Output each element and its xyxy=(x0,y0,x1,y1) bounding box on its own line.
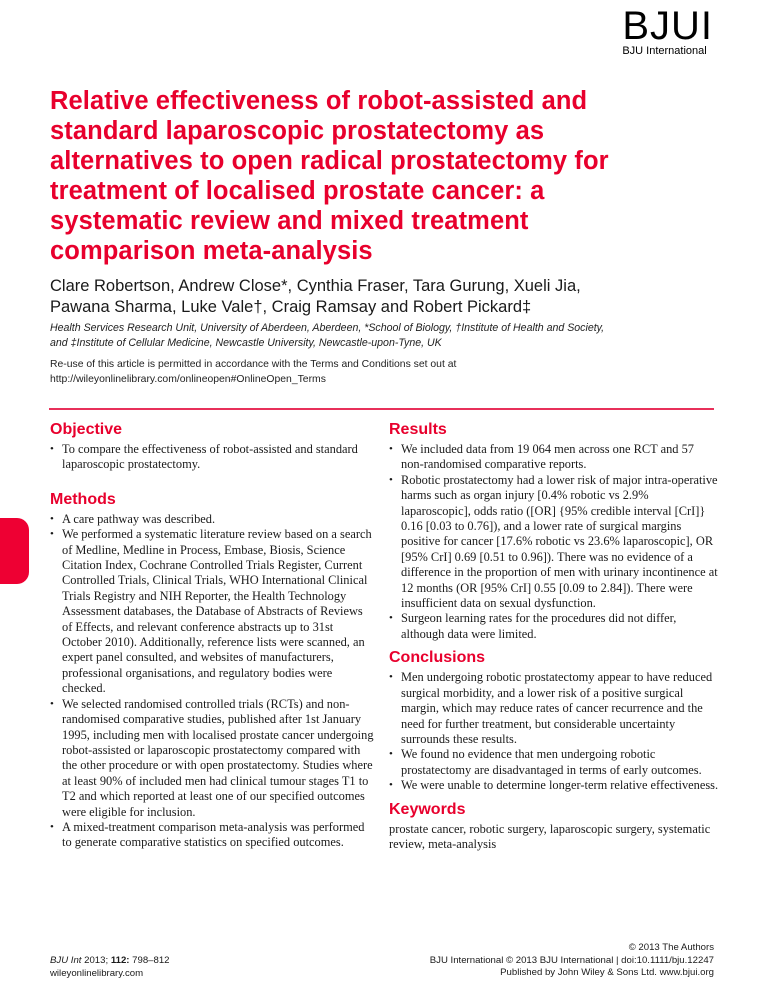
methods-bullet: • A mixed-treatment comparison meta-analysis was performed to generate comparative statistics on specified outcomes. xyxy=(50,820,375,851)
reuse-text: Re-use of this article is permitted in accordance with the Terms and Conditions set out at xyxy=(50,359,457,370)
conclusions-bullet: • Men undergoing robotic prostatectomy appear to have reduced surgical morbidity, and a lower risk of a positive surgical margin, which may reduce rates of cancer recurrence and the need for further treatment, but considerable uncertainty surrounds these results. xyxy=(389,670,719,747)
journal-abbreviation: BJU Int xyxy=(50,955,82,966)
objective-list xyxy=(50,442,375,473)
affiliations-line-2: and ‡Institute of Cellular Medicine, Newcastle University, Newcastle-upon-Tyne, UK xyxy=(50,337,442,349)
abstract-right-column xyxy=(389,420,719,852)
citation-line xyxy=(50,955,170,968)
citation-year: 2013; xyxy=(81,955,111,966)
abstract-left-column xyxy=(50,420,375,851)
methods-bullet: • A care pathway was described. xyxy=(50,512,375,527)
authors-line-2: Pawana Sharma, Luke Vale†, Craig Ramsay and Robert Pickard‡ xyxy=(50,298,532,316)
conclusions-heading: Conclusions xyxy=(389,649,486,667)
section-divider xyxy=(49,408,714,410)
citation-footer xyxy=(50,955,170,980)
keywords-text: prostate cancer, robotic surgery, laparoscopic surgery, systematic review, meta-analysis xyxy=(389,821,711,851)
methods-list xyxy=(50,512,375,851)
methods-heading: Methods xyxy=(50,490,116,508)
objective-bullet: • To compare the effectiveness of robot-assisted and standard laparoscopic prostatectomy. xyxy=(50,442,375,473)
copyright-authors: © 2013 The Authors xyxy=(628,942,714,953)
methods-bullet: • We selected randomised controlled trials (RCTs) and non-randomised comparative studies, published after 1st January 1995, including men with localised prostate cancer undergoing robot-assisted or laparoscopic prostatectomy compared with the other procedure or with open prostatectomy. Studies where at least 90% of included men had clinical tumour stages T1 to T2 and which reported at least one of our specified outcomes were eligible for inclusion. xyxy=(50,697,375,820)
reuse-notice xyxy=(50,357,740,387)
journal-logo xyxy=(622,4,713,58)
results-heading: Results xyxy=(389,421,447,438)
author-list xyxy=(50,276,730,318)
affiliations-line-1: Health Services Research Unit, University of Aberdeen, Aberdeen, *School of Biology, †Institute of Health and Society, xyxy=(50,322,605,334)
copyright-doi: BJU International © 2013 BJU International | doi:10.1111/bju.12247 xyxy=(429,954,714,966)
methods-bullet: • We performed a systematic literature review based on a search of Medline, Medline in Process, Embase, Biosis, Science Citation Index, Cochrane Controlled Trials Register, Current Controlled Trials, Clinical Trials, WHO International Clinical Trials Registry and NIH Reporter, the Health Technology Assessment databases, the Database of Abstracts of Reviews of Effects, and relevant conference abstracts up to 31st October 2010). Additionally, reference lists were scanned, an expert panel consulted, and websites of manufacturers, professional organisations, and regulatory bodies were checked. xyxy=(50,527,375,696)
objective-heading: Objective xyxy=(50,421,123,438)
side-thumb-tab xyxy=(0,518,29,584)
affiliations xyxy=(50,321,740,351)
copyright-footer xyxy=(430,942,714,980)
results-bullet: • Robotic prostatectomy had a lower risk of major intra-operative harms such as organ injury [0.4% robotic vs 2.9% laparoscopic], odds ratio ([OR] {95% credible interval [CrI]} 0.16 [0.03 to 0.76]), and a lower rate of surgical margins positive for cancer [17.6% robotic vs 23.6% laparoscopic], OR [95% CrI] 0.69 [0.51 to 0.96]). There was no evidence of a difference in the proportion of men with urinary incontinence at 12 months (OR [95% CrI] 0.55 [0.09 to 2.84]). There were insufficient data on sexual dysfunction. xyxy=(389,473,719,612)
publisher-line: Published by John Wiley & Sons Ltd. www.bjui.org xyxy=(500,967,714,978)
results-list xyxy=(389,442,719,642)
keywords-heading: Keywords xyxy=(389,800,466,818)
conclusions-list xyxy=(389,670,719,793)
results-bullet: • We included data from 19 064 men across one RCT and 57 non-randomised comparative reports. xyxy=(389,442,719,473)
logo-wordmark: BJUI xyxy=(622,4,713,48)
conclusions-bullet: • We found no evidence that men undergoing robotic prostatectomy are disadvantaged in terms of early outcomes. xyxy=(389,747,719,778)
conclusions-bullet: • We were unable to determine longer-term relative effectiveness. xyxy=(389,778,719,793)
reuse-terms-link[interactable]: http://wileyonlinelibrary.com/onlineopen#OnlineOpen_Terms xyxy=(50,374,326,385)
results-bullet: • Surgeon learning rates for the procedures did not differ, although data were limited. xyxy=(389,611,719,642)
authors-line-1: Clare Robertson, Andrew Close*, Cynthia Fraser, Tara Gurung, Xueli Jia, xyxy=(50,277,581,295)
citation-volume: 112: xyxy=(110,955,130,966)
publisher-site-link[interactable]: wileyonlinelibrary.com xyxy=(50,967,144,979)
article-title: Relative effectiveness of robot-assisted and standard laparoscopic prostatectomy as alternatives to open radical prostatectomy for treatment of localised prostate cancer: a systematic review and mixed treatment comparison meta-analysis xyxy=(50,87,609,265)
logo-subtitle: BJU International xyxy=(622,45,707,57)
citation-pages: 798–812 xyxy=(129,955,170,966)
